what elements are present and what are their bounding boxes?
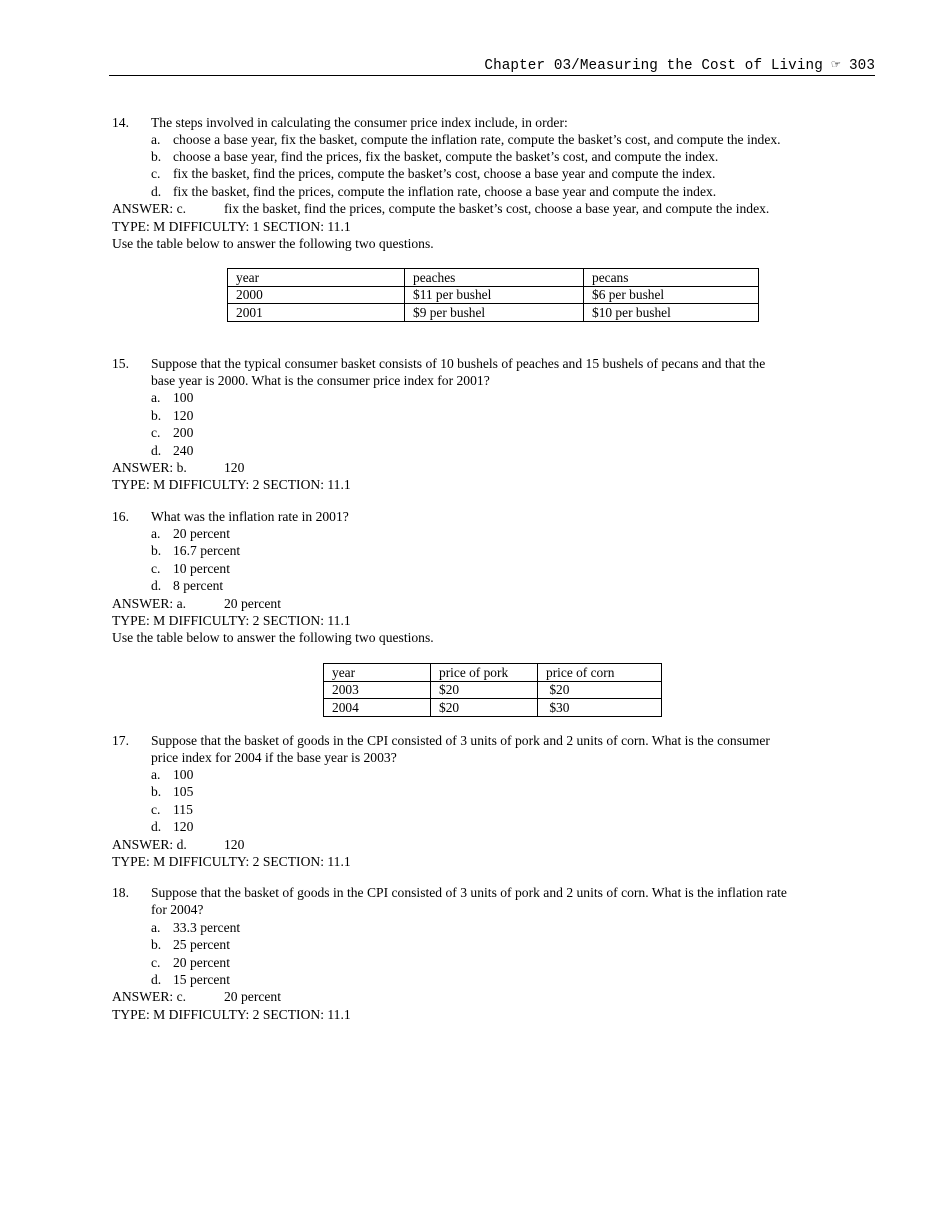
answer-text: 120	[224, 460, 245, 475]
answer-label: ANSWER: b.	[112, 460, 187, 475]
option-letter: d.	[151, 578, 162, 593]
option-text: 16.7 percent	[173, 543, 241, 558]
question-number: 17.	[112, 733, 129, 748]
option-text: fix the basket, find the prices, compute the basket’s cost, choose a base year and compute the index.	[173, 166, 716, 181]
option-letter: c.	[151, 166, 161, 181]
question-meta: TYPE: M DIFFICULTY: 2 SECTION: 11.1	[112, 613, 351, 628]
option-letter: c.	[151, 561, 161, 576]
option-letter: b.	[151, 149, 162, 164]
question-number: 18.	[112, 885, 129, 900]
option-text: 100	[173, 390, 194, 405]
option-text: 20 percent	[173, 955, 230, 970]
option-text: 105	[173, 784, 194, 799]
answer-label: ANSWER: c.	[112, 989, 187, 1004]
table-intro: Use the table below to answer the following two questions.	[112, 236, 434, 251]
question-text: The steps involved in calculating the consumer price index include, in order:	[151, 115, 568, 130]
option-letter: a.	[151, 390, 161, 405]
prices-table-peaches-pecans	[227, 268, 759, 322]
option-letter: d.	[151, 819, 162, 834]
option-letter: a.	[151, 767, 161, 782]
table-header-row	[228, 269, 759, 287]
answer-label: ANSWER: d.	[112, 837, 187, 852]
question-text: price index for 2004 if the base year is 2003?	[151, 750, 397, 765]
table-cell: $6 per bushel	[584, 286, 759, 304]
question-text: Suppose that the basket of goods in the CPI consisted of 3 units of pork and 2 units of corn. What is the inflation rate	[151, 885, 787, 900]
option-letter: c.	[151, 955, 161, 970]
table-row	[324, 681, 662, 699]
option-text: 200	[173, 425, 194, 440]
table-cell: 2000	[228, 286, 405, 304]
question-meta: TYPE: M DIFFICULTY: 2 SECTION: 11.1	[112, 1007, 351, 1022]
table-cell: 2003	[324, 681, 431, 699]
answer-text: 20 percent	[224, 596, 281, 611]
question-number: 15.	[112, 356, 129, 371]
answer-label: ANSWER: c.	[112, 201, 187, 216]
table-header-cell: year	[228, 269, 405, 287]
table-cell: $30	[538, 699, 662, 717]
option-letter: d.	[151, 443, 162, 458]
table-header-cell: price of pork	[431, 664, 538, 682]
table-header-cell: pecans	[584, 269, 759, 287]
option-text: fix the basket, find the prices, compute the inflation rate, choose a base year and compute the index.	[173, 184, 717, 199]
question-text: base year is 2000. What is the consumer price index for 2001?	[151, 373, 490, 388]
option-text: 15 percent	[173, 972, 230, 987]
table-row	[324, 699, 662, 717]
option-text: 120	[173, 819, 194, 834]
question-meta: TYPE: M DIFFICULTY: 1 SECTION: 11.1	[112, 219, 351, 234]
table-row	[228, 286, 759, 304]
table-intro: Use the table below to answer the following two questions.	[112, 630, 434, 645]
page-header: Chapter 03/Measuring the Cost of Living ☞ 303	[109, 58, 875, 76]
question-number: 16.	[112, 509, 129, 524]
option-text: 33.3 percent	[173, 920, 241, 935]
option-letter: c.	[151, 425, 161, 440]
option-text: 8 percent	[173, 578, 224, 593]
table-header-cell: price of corn	[538, 664, 662, 682]
option-text: 20 percent	[173, 526, 230, 541]
question-number: 14.	[112, 115, 129, 130]
option-letter: b.	[151, 408, 162, 423]
option-text: 100	[173, 767, 194, 782]
table-header-cell: peaches	[405, 269, 584, 287]
option-letter: a.	[151, 526, 161, 541]
question-meta: TYPE: M DIFFICULTY: 2 SECTION: 11.1	[112, 477, 351, 492]
option-letter: a.	[151, 920, 161, 935]
option-text: 120	[173, 408, 194, 423]
answer-text: fix the basket, find the prices, compute the basket’s cost, choose a base year, and compute the index.	[224, 201, 770, 216]
answer-text: 20 percent	[224, 989, 281, 1004]
question-text: Suppose that the typical consumer basket consists of 10 bushels of peaches and 15 bushels of pecans and that the	[151, 356, 766, 371]
table-cell: 2001	[228, 304, 405, 322]
option-letter: d.	[151, 184, 162, 199]
option-letter: d.	[151, 972, 162, 987]
question-text: What was the inflation rate in 2001?	[151, 509, 349, 524]
table-cell: $11 per bushel	[405, 286, 584, 304]
table-cell: $20	[538, 681, 662, 699]
answer-label: ANSWER: a.	[112, 596, 187, 611]
option-text: 115	[173, 802, 193, 817]
option-letter: a.	[151, 132, 161, 147]
table-cell: $20	[431, 681, 538, 699]
question-meta: TYPE: M DIFFICULTY: 2 SECTION: 11.1	[112, 854, 351, 869]
option-letter: b.	[151, 784, 162, 799]
answer-text: 120	[224, 837, 245, 852]
option-text: 25 percent	[173, 937, 230, 952]
option-text: 10 percent	[173, 561, 230, 576]
table-cell: $10 per bushel	[584, 304, 759, 322]
question-text: for 2004?	[151, 902, 204, 917]
prices-table-pork-corn	[323, 663, 662, 717]
table-row	[228, 304, 759, 322]
option-letter: c.	[151, 802, 161, 817]
question-text: Suppose that the basket of goods in the CPI consisted of 3 units of pork and 2 units of corn. What is the consumer	[151, 733, 770, 748]
table-header-row	[324, 664, 662, 682]
table-cell: $9 per bushel	[405, 304, 584, 322]
option-letter: b.	[151, 543, 162, 558]
table-header-cell: year	[324, 664, 431, 682]
option-text: choose a base year, fix the basket, compute the inflation rate, compute the basket’s cost, and compute the index.	[173, 132, 781, 147]
option-letter: b.	[151, 937, 162, 952]
option-text: choose a base year, find the prices, fix the basket, compute the basket’s cost, and compute the index.	[173, 149, 719, 164]
table-cell: 2004	[324, 699, 431, 717]
option-text: 240	[173, 443, 194, 458]
table-cell: $20	[431, 699, 538, 717]
